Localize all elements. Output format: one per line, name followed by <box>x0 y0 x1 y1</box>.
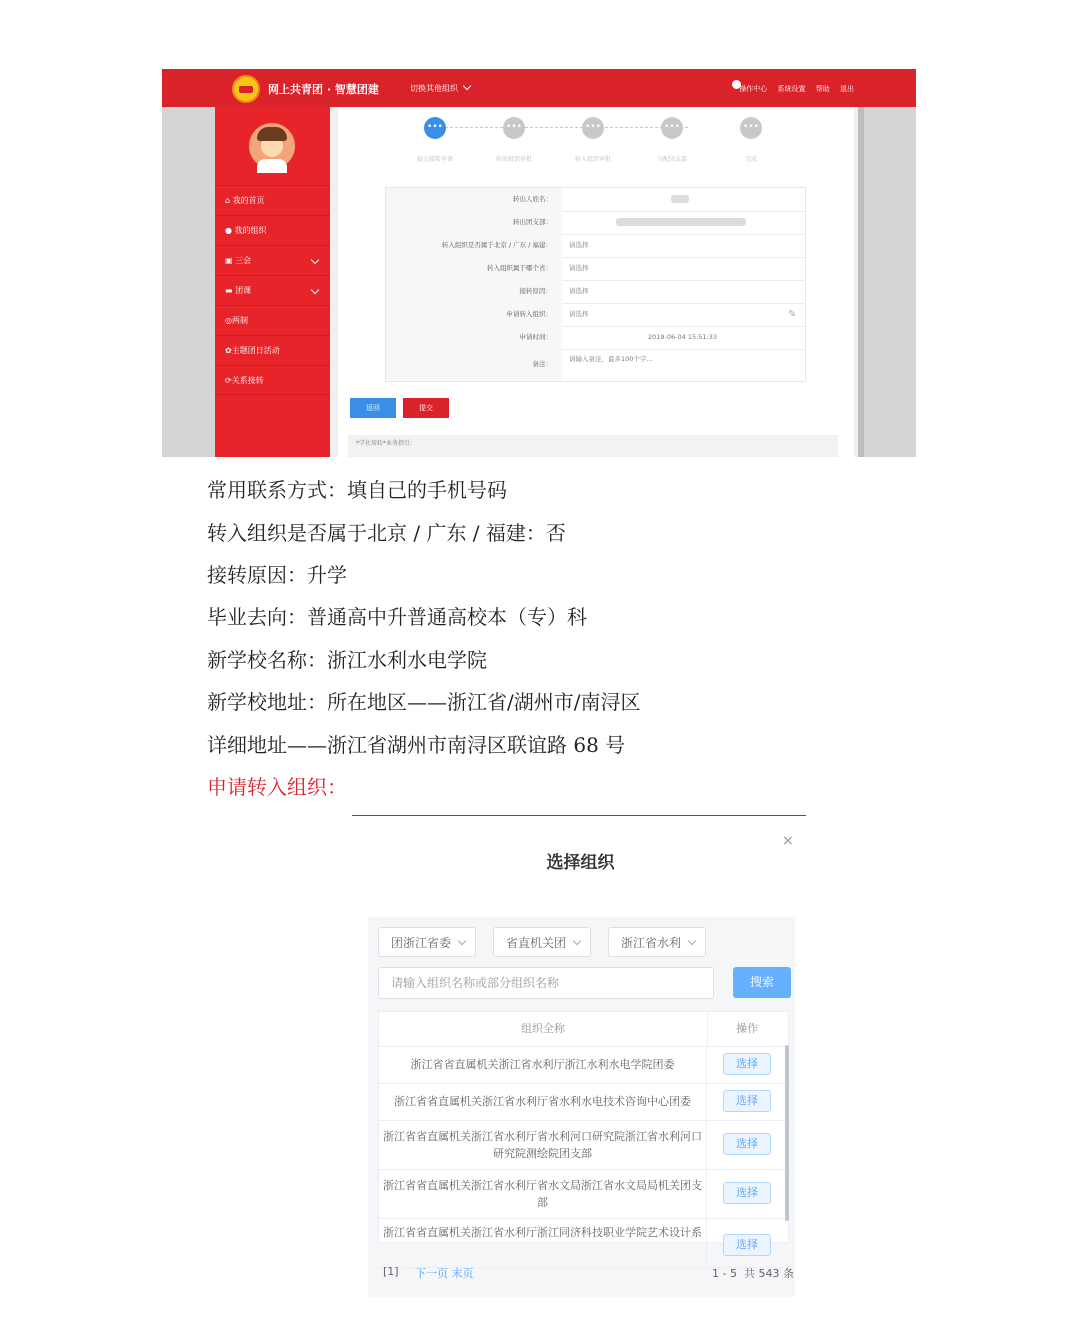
province-select[interactable]: 请选择 <box>569 264 589 272</box>
folder-icon: ▬ <box>225 286 236 295</box>
apply-time: 2019-06-04 15:51:33 <box>648 333 718 341</box>
reason-select[interactable]: 请选择 <box>569 287 589 295</box>
sidebar-item-two-systems[interactable] <box>215 305 330 335</box>
step-1: ••• <box>424 117 446 139</box>
last-page-link[interactable]: 末页 <box>451 1267 474 1280</box>
top-bar <box>162 69 916 107</box>
form-label: 备注： <box>386 349 562 380</box>
table-header <box>379 1012 790 1047</box>
dropdown-value: 省直机关团 <box>506 936 567 950</box>
step-label: 分配团支部 <box>656 156 687 163</box>
form-row-region[interactable] <box>386 234 805 258</box>
divider <box>352 815 806 816</box>
pager-links <box>415 1265 474 1281</box>
submit-button[interactable]: 提交 <box>403 398 449 418</box>
select-button[interactable]: 选择 <box>723 1182 771 1204</box>
dialog-title: 选择组织 <box>546 853 615 873</box>
form-label: 申请时间： <box>386 326 562 349</box>
dropdown-water-resources[interactable] <box>608 927 706 957</box>
step-4: ••• <box>661 117 683 139</box>
chevron-down-icon <box>573 937 581 945</box>
section-heading: 申请转入组织： <box>207 775 347 799</box>
form-label: 转入组织属于哪个省： <box>386 257 562 280</box>
right-gutter <box>864 107 916 457</box>
dropdown-value: 浙江省水利 <box>621 936 682 950</box>
instruction-line: 常用联系方式：填自己的手机号码 <box>207 478 507 502</box>
select-button[interactable]: 选择 <box>723 1053 771 1075</box>
instruction-line: 新学校名称：浙江水利水电学院 <box>207 648 487 672</box>
sidebar-item-label: 三会 <box>235 256 252 265</box>
top-nav <box>731 84 854 94</box>
pager-range: 1 - 5 <box>712 1267 737 1280</box>
sidebar-item-transfer[interactable] <box>215 365 330 395</box>
form-row-branch <box>386 211 805 235</box>
chevron-down-icon <box>463 82 471 90</box>
sidebar-item-label: 我的组织 <box>234 226 267 235</box>
table-row <box>379 1169 790 1219</box>
table-row <box>379 1120 790 1170</box>
dropdown-value: 团浙江省委 <box>391 936 452 950</box>
sidebar-item-label: 两制 <box>231 316 248 325</box>
table-row <box>379 1046 790 1084</box>
nav-ops[interactable]: 操作中心 <box>739 85 768 93</box>
brand-title: 网上共青团 · 智慧团建 <box>268 83 379 96</box>
table-scrollbar[interactable] <box>785 1045 789 1221</box>
sidebar-item-activities[interactable] <box>215 335 330 365</box>
sidebar-item-label: 团课 <box>235 286 252 295</box>
select-button[interactable]: 选择 <box>723 1090 771 1112</box>
form-row-province[interactable] <box>386 257 805 281</box>
switch-org-dropdown[interactable] <box>410 83 470 94</box>
nav-logout[interactable]: 退出 <box>840 85 854 93</box>
column-header-op: 操作 <box>736 1022 758 1035</box>
chevron-down-icon <box>311 256 319 264</box>
form-label: 转出团支部： <box>386 211 562 234</box>
transfer-form <box>385 187 806 382</box>
select-button[interactable]: 选择 <box>723 1133 771 1155</box>
sidebar-item-meetings[interactable] <box>215 245 330 275</box>
form-row-name <box>386 188 805 212</box>
sidebar-item-my-org[interactable] <box>215 215 330 245</box>
home-icon: ⌂ <box>225 196 233 205</box>
sidebar-item-label: 主题团日活动 <box>231 346 280 355</box>
form-label: 转出人姓名： <box>386 188 562 211</box>
form-label: 申请转入组织： <box>386 303 562 326</box>
edit-icon[interactable]: ✎ <box>788 309 797 320</box>
meeting-icon: ▣ <box>225 256 236 265</box>
dropdown-province-committee[interactable] <box>378 927 476 957</box>
step-label: 完成 <box>744 156 757 163</box>
left-gutter <box>162 107 215 457</box>
avatar <box>249 123 295 169</box>
form-row-reason[interactable] <box>386 280 805 304</box>
step-label: 提交接转申请 <box>416 156 453 163</box>
remark-textarea[interactable]: 请输入备注，最多100个字... <box>569 355 653 363</box>
form-label: 接转原因： <box>386 280 562 303</box>
form-row-target-org[interactable] <box>386 303 805 327</box>
activity-icon: ✿ <box>225 346 232 355</box>
search-button[interactable]: 搜索 <box>733 967 791 998</box>
app-screenshot-transfer-form <box>162 69 916 457</box>
sidebar <box>215 107 330 457</box>
table-row <box>379 1083 790 1121</box>
form-row-time <box>386 326 805 350</box>
instruction-line: 毕业去向：普通高中升普通高校本（专）科 <box>207 605 587 629</box>
sidebar-item-label: 我的首页 <box>232 196 265 205</box>
nav-help[interactable]: 帮助 <box>815 85 830 93</box>
cycle-icon: ◎ <box>225 316 232 325</box>
org-name: 浙江省省直属机关浙江省水利厅省水利河口研究院浙江省水利河口研究院测绘院团支部 <box>379 1120 707 1169</box>
step-3: ••• <box>582 117 604 139</box>
sidebar-item-label: 关系接转 <box>231 376 264 385</box>
stepper-line <box>430 127 688 128</box>
org-name: 浙江省省直属机关浙江省水利厅省水文局浙江省水文局局机关团支部 <box>379 1169 707 1218</box>
next-page-link[interactable]: 下一页 <box>415 1267 448 1280</box>
search-input[interactable]: 请输入组织名称或部分组织名称 <box>378 967 714 999</box>
step-label: 转出组织审批 <box>495 156 532 163</box>
redacted-name <box>671 188 689 211</box>
instruction-line: 新学校地址：所在地区——浙江省/湖州市/南浔区 <box>207 690 641 714</box>
column-header-name: 组织全称 <box>379 1012 708 1046</box>
form-label: 转入组织是否属于北京 / 广东 / 福建： <box>386 234 562 257</box>
instruction-line: 详细地址——浙江省湖州市南浔区联谊路 68 号 <box>207 733 626 757</box>
select-button[interactable]: 选择 <box>723 1234 771 1256</box>
pager-current: [1] <box>383 1265 399 1278</box>
sidebar-item-lessons[interactable] <box>215 275 330 305</box>
form-row-remark[interactable] <box>386 349 805 380</box>
chevron-down-icon <box>458 937 466 945</box>
business-guide: *学社用转*业务指引： <box>348 435 838 457</box>
group-icon: ● <box>225 226 235 235</box>
pager-count: 共 543 条 <box>743 1267 794 1280</box>
transfer-icon: ⟳ <box>225 376 232 385</box>
instruction-line: 接转原因：升学 <box>207 563 347 587</box>
table-row <box>379 1218 790 1268</box>
instruction-line: 转入组织是否属于北京 / 广东 / 福建：否 <box>207 521 566 545</box>
region-select[interactable]: 请选择 <box>569 241 589 249</box>
dropdown-provincial-organs[interactable] <box>493 927 591 957</box>
org-name: 浙江省省直属机关浙江省水利厅省水利水电技术咨询中心团委 <box>379 1083 707 1120</box>
chevron-down-icon <box>311 286 319 294</box>
org-name: 浙江省省直属机关浙江省水利厅浙江水利水电学院团委 <box>379 1046 707 1083</box>
back-button[interactable]: 返回 <box>350 398 396 418</box>
sidebar-item-home[interactable] <box>215 185 330 215</box>
pager-total <box>712 1265 794 1281</box>
step-2: ••• <box>503 117 525 139</box>
step-5: ••• <box>740 117 762 139</box>
redacted-branch <box>616 211 746 234</box>
target-org-select[interactable]: 请选择 <box>569 310 589 318</box>
org-name: 浙江省省直属机关浙江省水利厅浙江同济科技职业学院艺术设计系 <box>379 1218 707 1267</box>
switch-org-label: 切换其他组织 <box>410 84 458 93</box>
chevron-down-icon <box>688 937 696 945</box>
league-logo-icon <box>232 75 260 103</box>
org-table <box>378 1011 789 1251</box>
nav-settings[interactable]: 系统设置 <box>777 85 806 93</box>
close-icon[interactable]: × <box>782 833 794 849</box>
step-label: 转入组织审批 <box>574 156 611 163</box>
